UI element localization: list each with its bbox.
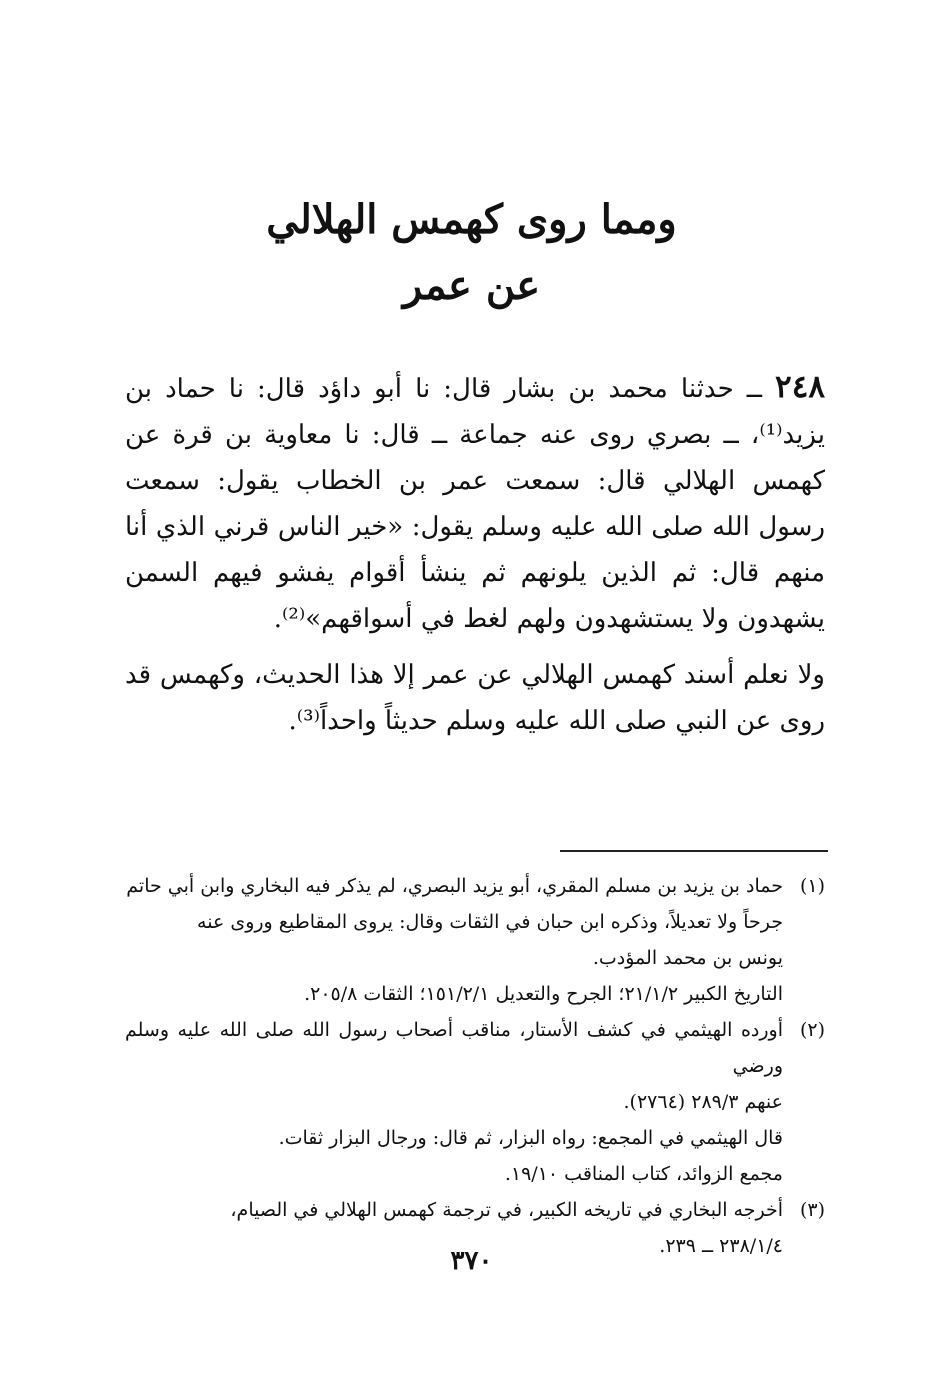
commentary-line: ولا نعلم أسند كهمس الهلالي عن عمر إلا هذا الحديث، وكهمس قد (125, 660, 825, 690)
footnote-number: (١) (799, 875, 825, 897)
hadith-line: ــ بصري روى عنه جماعة ــ قال: نا معاوية بن قرة عن كهمس الهلالي (125, 420, 826, 496)
hadith-line: أسواقهم»⁽²⁾. (273, 604, 413, 634)
footnote-line: جرحاً ولا تعديلاً، وذكره ابن حبان في الثقات وقال: يروى المقاطيع وروى عنه (197, 911, 783, 933)
footnote-line: يونس بن محمد المؤدب. (592, 947, 783, 969)
hadith-paragraph (125, 364, 825, 642)
footnote-number: (٣) (799, 1199, 825, 1221)
commentary-paragraph (125, 652, 825, 744)
hadith-line: ينشأ أقوام يفشو فيهم السمن يشهدون ولا يستشهدون ولهم لغط في (125, 558, 825, 634)
footnotes (125, 868, 825, 1264)
footnote-line: ٢٣٨/١/٤ ــ ٢٣٩. (659, 1235, 783, 1257)
footnote (125, 1012, 825, 1192)
hadith-line: قال: سمعت عمر بن الخطاب يقول: سمعت رسول الله صلى الله عليه (125, 466, 826, 542)
chapter-title: ومما روى كهمس الهلالي (266, 196, 677, 243)
footnote-line: أورده الهيثمي في كشف الأستار، مناقب أصحاب رسول الله صلى الله عليه وسلم ورضي (125, 1019, 783, 1077)
chapter-subtitle: عن عمر (402, 262, 541, 309)
commentary-line: روى عن النبي صلى الله عليه وسلم حديثاً واحداً⁽³⁾. (288, 706, 825, 736)
footnote-line: أخرجه البخاري في تاريخه الكبير، في ترجمة كهمس الهلالي في الصيام، (230, 1199, 783, 1221)
footnote-line: حماد بن يزيد بن مسلم المقري، أبو يزيد البصري، لم يذكر فيه البخاري وابن أبي حاتم (126, 875, 783, 897)
hadith-number: ٢٤٨ (775, 369, 825, 405)
hadith-line: وسلم يقول: «خير الناس قرني الذي أنا منهم قال: ثم الذين يلونهم ثم (125, 512, 825, 588)
footnote-line: قال الهيثمي في المجمع: رواه البزار، ثم قال: ورجال البزار ثقات. (278, 1127, 783, 1149)
footnote (125, 868, 825, 1012)
footnote-line: التاريخ الكبير ٢١/١/٢؛ الجرح والتعديل ١٥١/٢/١؛ الثقات ٢٠٥/٨. (304, 983, 783, 1005)
footnote-separator (560, 850, 828, 852)
footnote-line: عنهم ٢٨٩/٣ (٢٧٦٤). (623, 1091, 783, 1113)
footnote-line: مجمع الزوائد، كتاب المناقب ١٩/١٠. (504, 1163, 783, 1185)
footnote-number: (٢) (799, 1019, 825, 1041)
hadith-line: ــ حدثنا محمد بن بشار قال: نا أبو داؤد قال: نا حماد بن يزيد⁽¹⁾، (125, 374, 825, 450)
page-number: ٣٧٠ (450, 1246, 493, 1276)
